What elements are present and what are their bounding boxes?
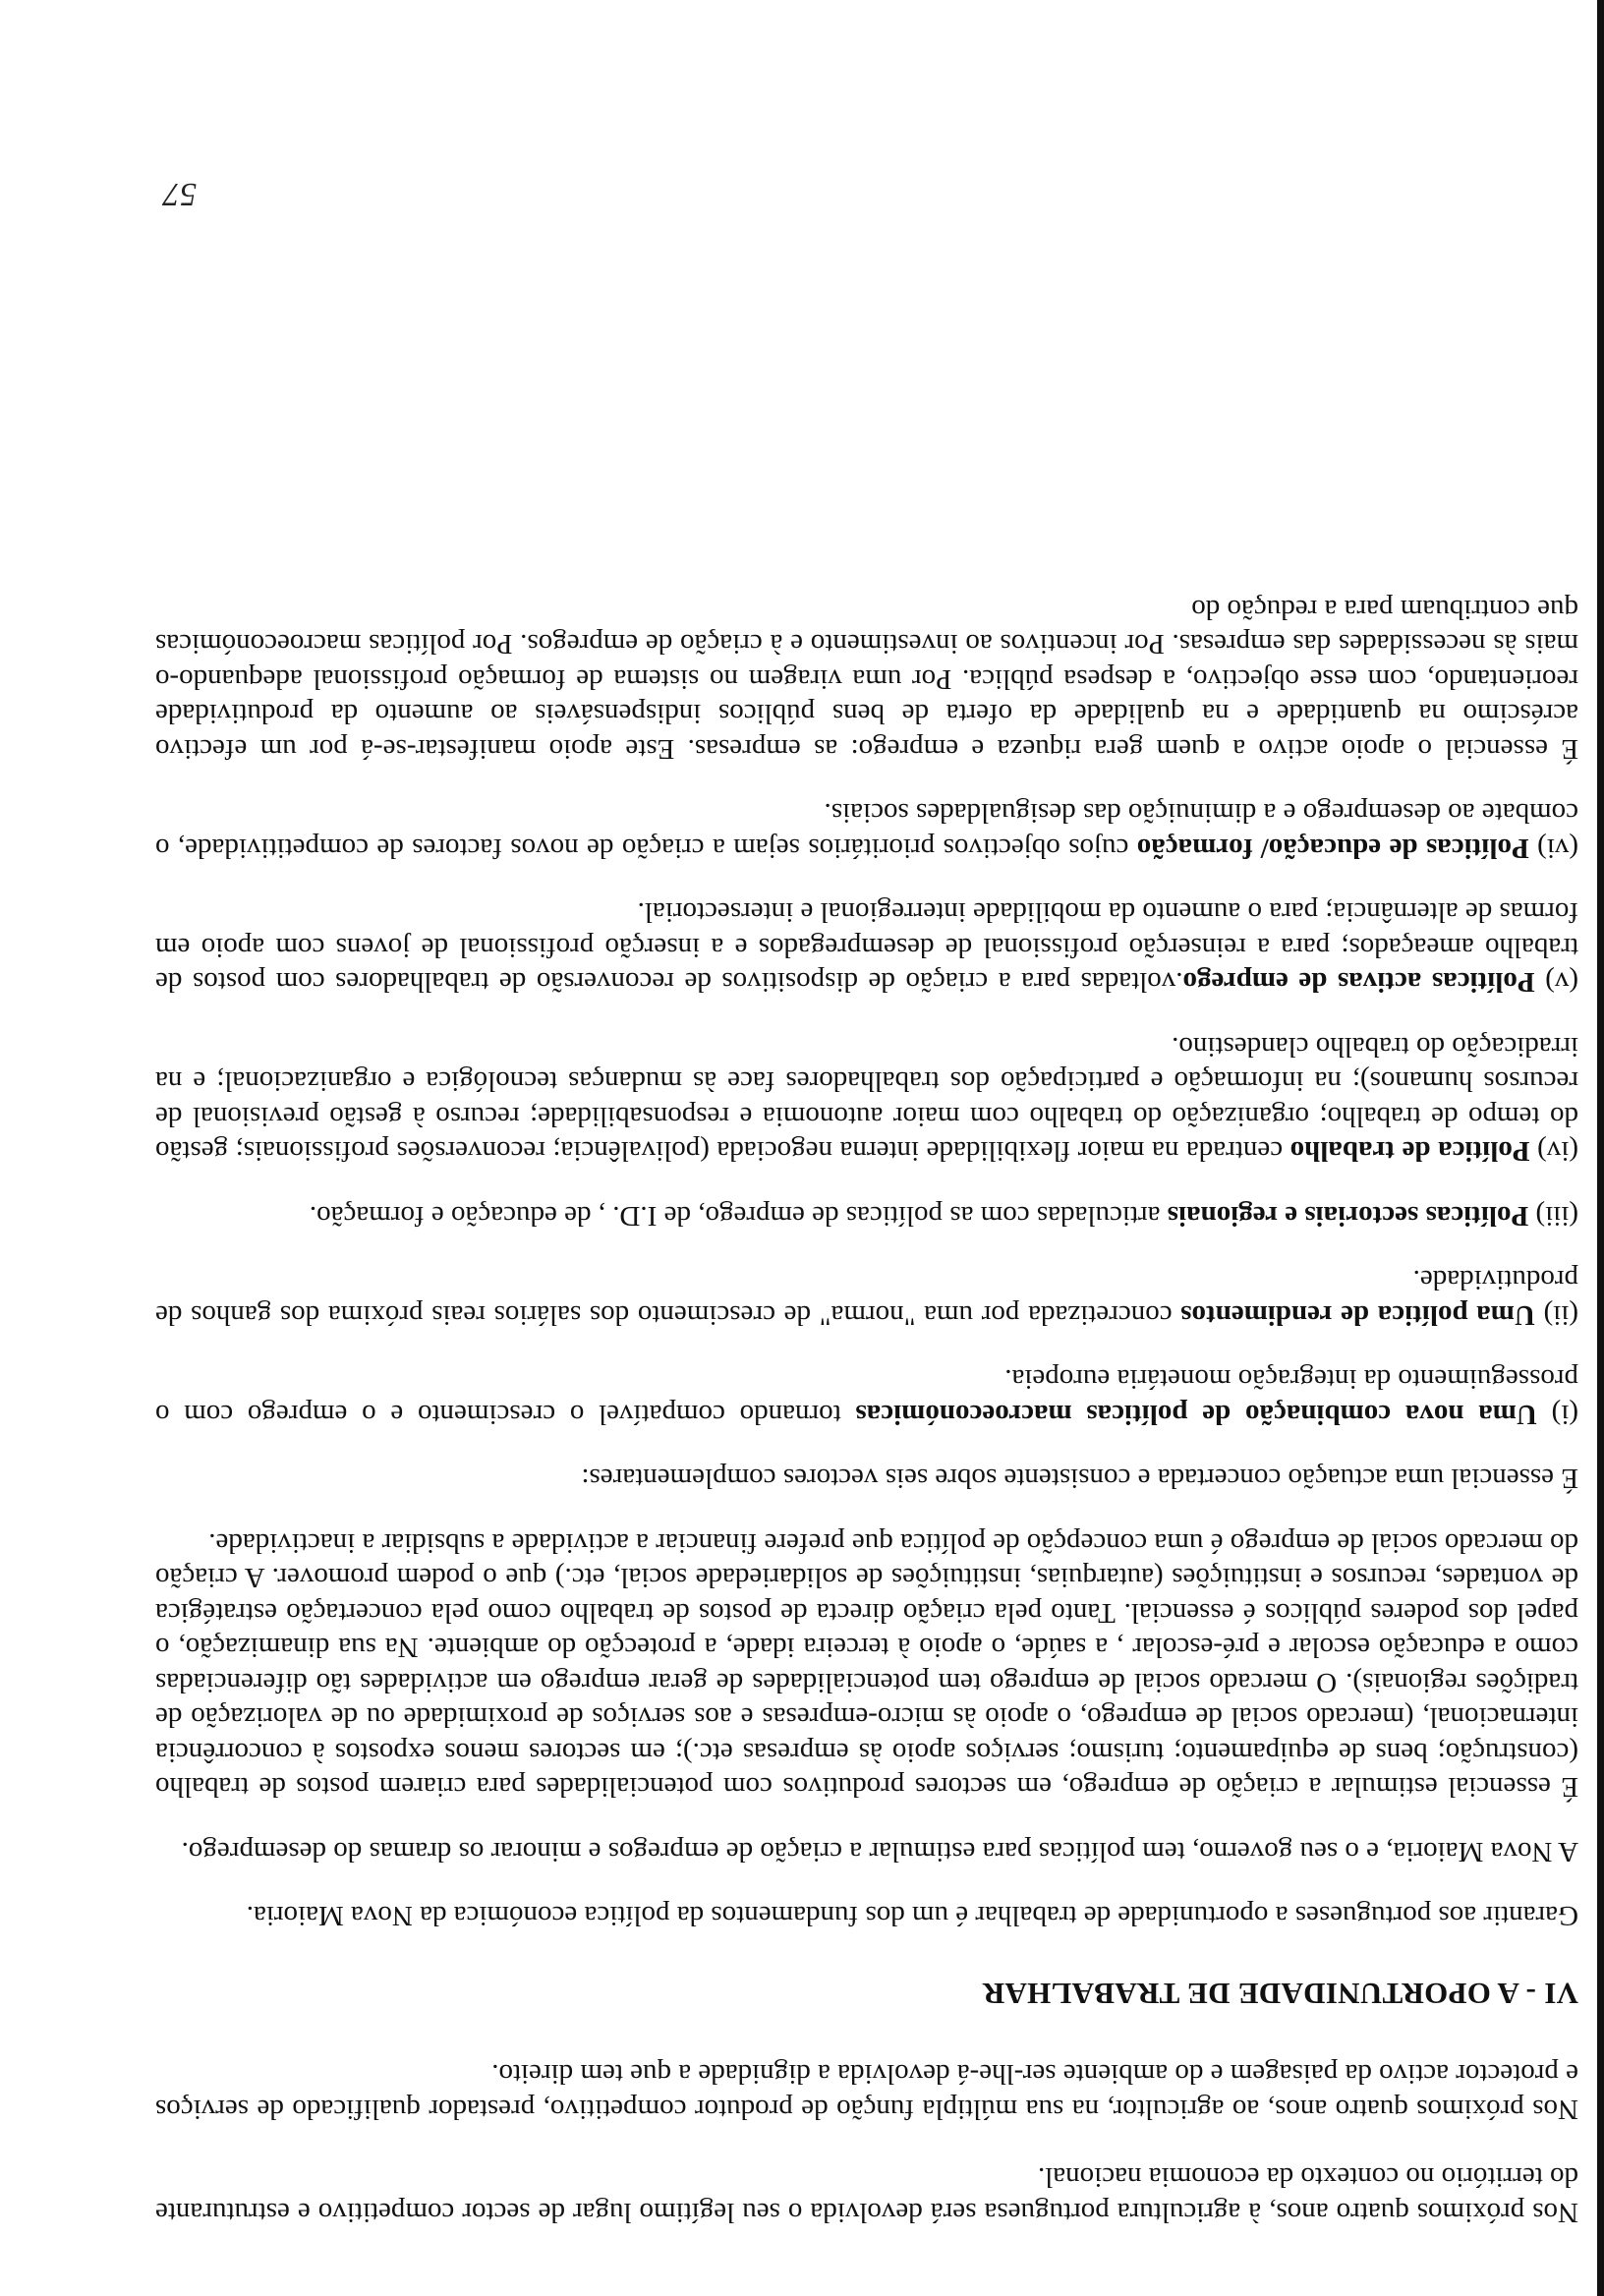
item-title: Políticas activas de emprego bbox=[1182, 966, 1535, 999]
vector-item bbox=[155, 1361, 1578, 1431]
item-title: Uma política de rendimentos bbox=[1180, 1299, 1535, 1331]
vector-item bbox=[155, 1198, 1578, 1234]
item-title: Uma nova combinação de políticas macroeconómicas bbox=[855, 1399, 1537, 1430]
item-text: articuladas com as políticas de emprego, de I.D. , de educação e formação. bbox=[309, 1200, 1168, 1232]
item-text: concretizada por uma "norma" de crescimento dos salários reais próxima dos ganhos de produtividade. bbox=[155, 1264, 1578, 1331]
item-title: Política de trabalho bbox=[1289, 1135, 1530, 1168]
item-label: (ii) bbox=[1534, 1299, 1578, 1331]
paragraph: É essencial uma actuação concertada e consistente sobre seis vectores complementares: bbox=[581, 1463, 1578, 1495]
scan-edge-border bbox=[1597, 0, 1604, 2296]
item-label: (v) bbox=[1534, 966, 1578, 999]
vector-item bbox=[155, 795, 1578, 865]
paragraph: É essencial estimular a criação de emprego, em sectores produtivos com potencialidades para criarem postos de trabalho (construção; bens de equipamento; turismo; serviços apoio às empresas etc.); em sectores menos expostos à concorrência internacional, (mercado social de emprego, o apoio às micro-empresas e aos serviços de proximidade ou de valorização de tradições regionais). O mercado social de emprego tem potencialidades de gerar emprego em actividades tão diferenciadas como a educação escolar e pré-escolar , a saúde, o apoio à terceira idade, a protecção do ambiente. Na sua dinamização, o papel dos poderes públicos é essencial. Tanto pela criação directa de postos de trabalho como pela concertação estratégica de vontades, recursos e instituições (autarquias, instituições de solidariedade social, etc.) que o podem promover. A criação do mercado social de emprego é uma concepção de política que prefere financiar a actividade a subsidiar a inactividade. bbox=[155, 1527, 1578, 1804]
item-label: (iii) bbox=[1528, 1200, 1578, 1232]
document-body bbox=[155, 558, 1578, 2230]
item-title: Políticas de educação/ formação bbox=[1136, 832, 1529, 864]
vector-item bbox=[155, 894, 1578, 1000]
item-text: tornando compatível o crescimento e o emprego com o prosseguimento da integração monetária europeia. bbox=[155, 1363, 1578, 1430]
item-label: (iv) bbox=[1529, 1135, 1578, 1168]
paragraph: A Nova Maioria, e o seu governo, tem políticas para estimular a criação de empregos e minorar os dramas do desemprego. bbox=[181, 1836, 1578, 1867]
item-label: (vi) bbox=[1528, 832, 1578, 864]
page-number: 57 bbox=[163, 176, 197, 212]
intro-paragraph: Nos próximos quatro anos, ao agricultor, na sua múltipla função de produtor competitivo, prestador qualificado de serviços e protector activo da paisagem e do ambiente ser-lhe-á devolvida a dignidade a que tem direito. bbox=[155, 2058, 1578, 2125]
paragraph: Garantir aos portugueses a oportunidade de trabalhar é um dos fundamentos da política económica da Nova Maioria. bbox=[246, 1900, 1578, 1932]
vector-item bbox=[155, 1262, 1578, 1332]
item-title: Políticas sectoriais e regionais bbox=[1167, 1200, 1529, 1232]
vector-item bbox=[155, 1029, 1578, 1169]
closing-paragraph: É essencial o apoio activo a quem gera riqueza e emprego: as empresas. Este apoio manifestar-se-á por um efectivo acréscimo na quantidade e na qualidade da oferta de bens públicos indispensáveis ao aumento da produtividade reorientando, com esse objectivo, a despesa pública. Por uma viragem no sistema de formação profissional adequando-o mais às necessidades das empresas. Por incentivos ao investimento e à criação de empregos. Por políticas macroeconómicas que contribuam para a redução do bbox=[155, 594, 1578, 765]
item-text: cujos objectivos prioritários sejam a criação de novos factores de competitividade, o combate ao desemprego e a diminuição das desigualdades sociais. bbox=[154, 797, 1578, 864]
item-text: .voltadas para a criação de dispositivos de reconversão de trabalhadores com postos de trabalho ameaçados; para a reinserção profissional de desempregados e a inserção profissional de jovens com apoio em formas de alternância; para o aumento da mobilidade interregional e intersectorial. bbox=[155, 896, 1578, 999]
intro-paragraph: Nos próximos quatro anos, à agricultura portuguesa será devolvida o seu legítimo lugar de sector competitivo e estruturante do território no contexto da economia nacional. bbox=[155, 2161, 1578, 2228]
section-heading: VI - A OPORTUNIDADE DE TRABALHAR bbox=[982, 1977, 1578, 2011]
item-label: (i) bbox=[1536, 1399, 1578, 1430]
item-text: centrada na maior flexibilidade interna negociada (polivalência; reconversões profissionais; gestão do tempo de trabalho; organização do trabalho com maior autonomia e responsabilidade; recurso à gestão previsional de recursos humanos); na informação e participação dos trabalhadores face às mudanças tecnológica e organizacional; e na irradicação do trabalho clandestino. bbox=[155, 1031, 1578, 1168]
